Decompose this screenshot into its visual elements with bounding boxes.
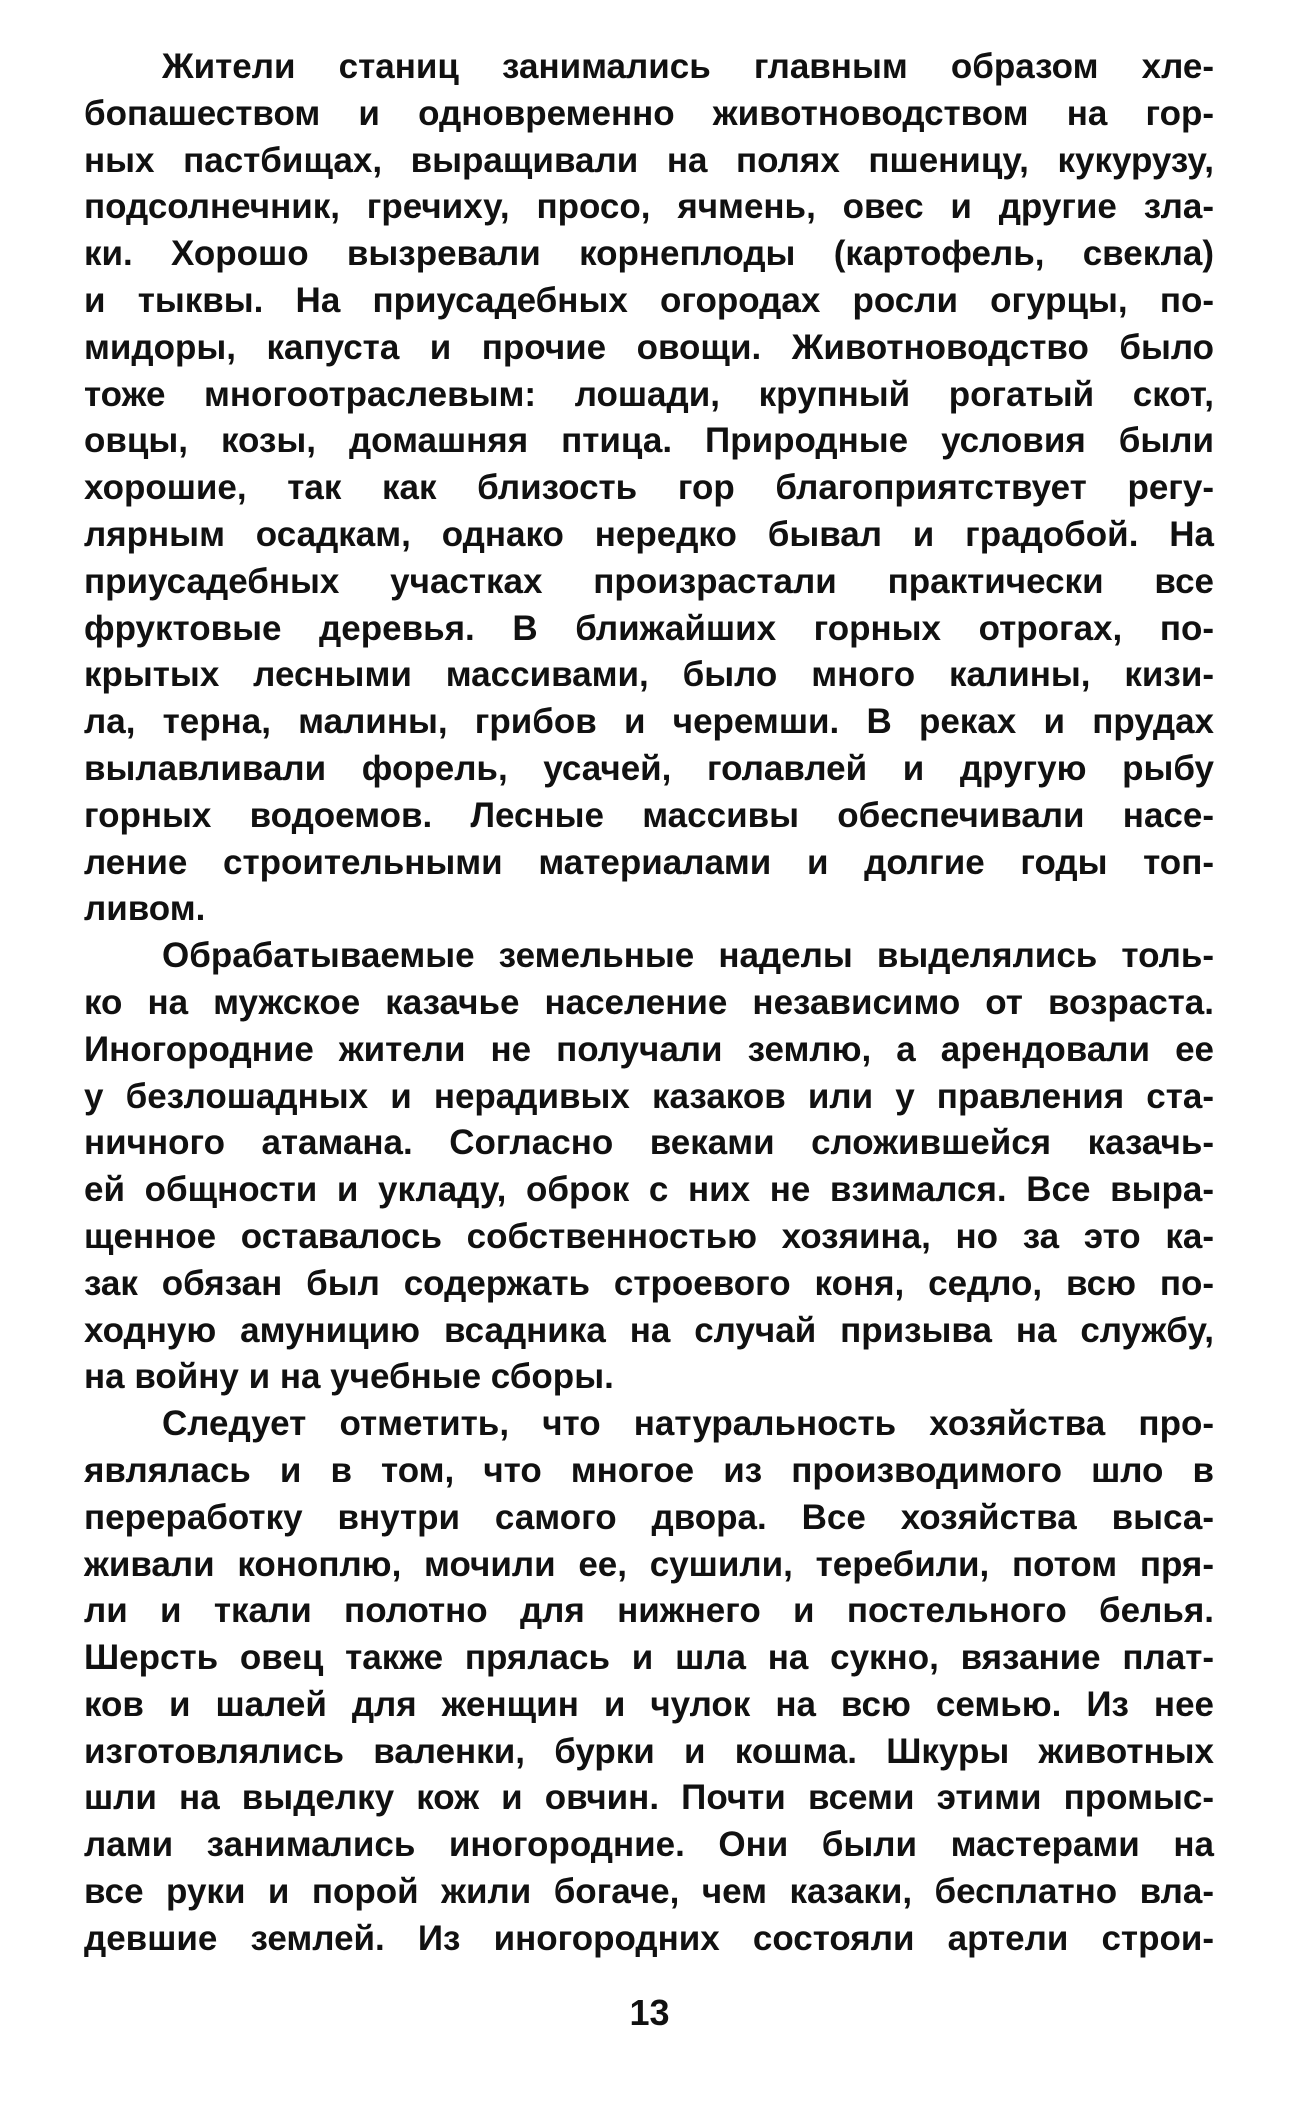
text-line: овцы, козы, домашняя птица. Природные условия были — [84, 421, 1214, 461]
text-line: ли и ткали полотно для нижнего и постельного белья. — [84, 1591, 1214, 1631]
text-line: ко на мужское казачье население независимо от возраста. — [84, 982, 1214, 1022]
text-line: лярным осадкам, однако нередко бывал и градобой. На — [84, 514, 1214, 554]
paragraph-3 — [84, 1401, 1214, 1963]
text-line: шли на выделку кож и овчин. Почти всеми этими промыс- — [84, 1778, 1214, 1818]
text-line: девшие землей. Из иногородних состояли артели строи- — [84, 1918, 1214, 1958]
text-line: ление строительными материалами и долгие годы топ- — [84, 842, 1214, 882]
text-line: лами занимались иногородние. Они были мастерами на — [84, 1825, 1214, 1865]
text-line: горных водоемов. Лесные массивы обеспечивали насе- — [84, 795, 1214, 835]
text-line: щенное оставалось собственностью хозяина, но за это ка- — [84, 1216, 1214, 1256]
text-line: фруктовые деревья. В ближайших горных отрогах, по- — [84, 608, 1214, 648]
text-line: ных пастбищах, выращивали на полях пшеницу, кукурузу, — [84, 140, 1214, 180]
text-line: вылавливали форель, усачей, голавлей и другую рыбу — [84, 748, 1214, 788]
text-line: ничного атамана. Согласно веками сложившейся казачь- — [84, 1123, 1214, 1163]
text-line: приусадебных участках произрастали практически все — [84, 561, 1214, 601]
text-line: Жители станиц занимались главным образом хле- — [162, 47, 1214, 86]
text-line: зак обязан был содержать строевого коня, седло, всю по- — [84, 1263, 1214, 1303]
text-line: бопашеством и одновременно животноводством на гор- — [84, 93, 1214, 133]
text-line: крытых лесными массивами, было много калины, кизи- — [84, 655, 1214, 695]
text-line: все руки и порой жили богаче, чем казаки, бесплатно вла- — [84, 1872, 1214, 1912]
text-line: Следует отметить, что натуральность хозяйства про- — [162, 1404, 1214, 1444]
text-line: ходную амуницию всадника на случай призыва на службу, — [84, 1310, 1214, 1350]
text-line: ливом. — [84, 889, 206, 929]
text-line: на войну и на учебные сборы. — [84, 1357, 614, 1397]
text-line: живали коноплю, мочили ее, сушили, теребили, потом пря- — [84, 1544, 1214, 1584]
text-line: и тыквы. На приусадебных огородах росли огурцы, по- — [84, 280, 1214, 320]
text-line: ла, терна, малины, грибов и черемши. В реках и прудах — [84, 702, 1214, 742]
text-line: Обрабатываемые земельные наделы выделялись толь- — [162, 936, 1214, 976]
text-line: ков и шалей для женщин и чулок на всю семью. Из нее — [84, 1684, 1214, 1724]
text-line: являлась и в том, что многое из производимого шло в — [84, 1450, 1214, 1490]
page-text — [84, 44, 1214, 1963]
text-line: тоже многоотраслевым: лошади, крупный рогатый скот, — [84, 374, 1214, 414]
text-line: ей общности и укладу, оброк с них не взимался. Все выра- — [84, 1170, 1214, 1210]
text-line: изготовлялись валенки, бурки и кошма. Шкуры животных — [84, 1731, 1214, 1771]
text-line: мидоры, капуста и прочие овощи. Животноводство было — [84, 327, 1214, 367]
text-line: подсолнечник, гречиху, просо, ячмень, овес и другие зла- — [84, 187, 1214, 227]
text-line: у безлошадных и нерадивых казаков или у правления ста- — [84, 1076, 1214, 1116]
paragraph-2 — [84, 933, 1214, 1401]
page-number: 13 — [629, 1992, 670, 2033]
text-line: Шерсть овец также прялась и шла на сукно, вязание плат- — [84, 1638, 1214, 1678]
text-line: Иногородние жители не получали землю, а арендовали ее — [84, 1029, 1214, 1069]
text-line: хорошие, так как близость гор благоприятствует регу- — [84, 468, 1214, 508]
paragraph-1 — [84, 44, 1214, 933]
text-line: переработку внутри самого двора. Все хозяйства выса- — [84, 1497, 1214, 1537]
text-line: ки. Хорошо вызревали корнеплоды (картофель, свекла) — [84, 234, 1214, 274]
